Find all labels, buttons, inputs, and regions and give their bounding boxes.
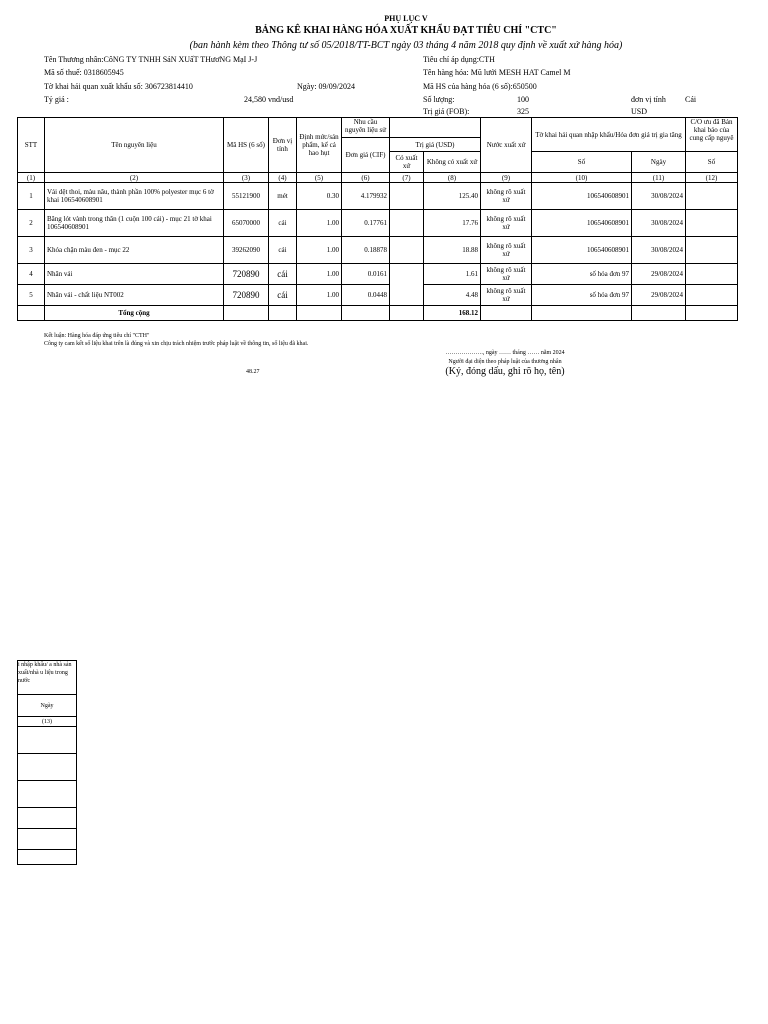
- overflow-cell: [18, 850, 77, 865]
- row-no-origin: 1.61: [424, 264, 481, 285]
- materials-table: [17, 117, 738, 321]
- header-material: Tên nguyên liệu: [45, 118, 224, 173]
- total-blank: [224, 306, 269, 321]
- total-blank: [269, 306, 297, 321]
- row-country: không rõ xuất xứ: [481, 210, 532, 237]
- conclusion: Kết luận: Hàng hóa đáp ứng tiêu chí "CTH": [44, 333, 150, 339]
- document-title: BẢNG KÊ KHAI HÀNG HÓA XUẤT KHẨU ĐẠT TIÊU CHÍ "CTC": [255, 25, 557, 36]
- row-doc-no: 106540608901: [532, 237, 632, 264]
- signature-instruction: (Ký, đóng dấu, ghi rõ họ, tên): [445, 366, 565, 377]
- representative-label: Người đại diện theo pháp luật của thương nhân: [448, 359, 562, 365]
- row-with-origin: [390, 237, 424, 264]
- row-material: Khóa chặn màu đen - mục 22: [45, 237, 224, 264]
- colnum: (4): [269, 173, 297, 183]
- quantity-label: Số lượng:: [423, 95, 455, 104]
- total-blank: [686, 306, 738, 321]
- header-norm: Định mức/sản phẩm, kể cả hao hụt: [297, 118, 342, 173]
- header-value-usd: Trị giá (USD): [390, 138, 481, 152]
- total-blank: [390, 306, 424, 321]
- criteria: Tiêu chí áp dụng:CTH: [423, 55, 495, 64]
- total-blank: [481, 306, 532, 321]
- row-co-no: [686, 210, 738, 237]
- header-unit: Đơn vị tính: [269, 118, 297, 173]
- colnum: (7): [390, 173, 424, 183]
- header-import-decl: Tờ khai hải quan nhập khẩu/Hóa đơn giá trị gia tăng: [532, 118, 686, 152]
- goods-name: Tên hàng hóa: Mũ lưới MESH HAT Camel M: [423, 68, 571, 77]
- row-co-no: [686, 237, 738, 264]
- row-norm: 0.30: [297, 183, 342, 210]
- row-with-origin: [390, 183, 424, 210]
- header-doc-date: Ngày: [632, 152, 686, 173]
- row-country: không rõ xuất xứ: [481, 264, 532, 285]
- header-country: Nước xuất xứ: [481, 118, 532, 173]
- row-unit: cái: [269, 237, 297, 264]
- row-doc-no: 106540608901: [532, 183, 632, 210]
- row-material: Vải dệt thoi, màu nâu, thành phần 100% polyester mục 6 tờ khai 106540608901: [45, 183, 224, 210]
- header-blank: [390, 118, 481, 138]
- header-unit-price: Đơn giá (CIF): [342, 138, 390, 173]
- document-subtitle: (ban hành kèm theo Thông tư số 05/2018/TT-BCT ngày 03 tháng 4 năm 2018 quy định về xuất xứ hàng hóa): [189, 40, 623, 51]
- row-stt: 5: [18, 285, 45, 306]
- row-co-no: [686, 264, 738, 285]
- colnum: (6): [342, 173, 390, 183]
- exchange-rate-value: 24,580 vnd/usd: [244, 95, 294, 104]
- row-hs: 65070000: [224, 210, 269, 237]
- row-unit: cái: [269, 264, 297, 285]
- colnum: (10): [532, 173, 632, 183]
- table-row: [18, 183, 738, 210]
- total-blank: [18, 306, 45, 321]
- header-hs: Mã HS (6 số): [224, 118, 269, 173]
- quantity-value: 100: [517, 95, 529, 104]
- colnum: (3): [224, 173, 269, 183]
- declaration-date: Ngày: 09/09/2024: [297, 82, 355, 91]
- header-stt: STT: [18, 118, 45, 173]
- column-number-row: [18, 173, 738, 183]
- overflow-cell: [18, 781, 77, 808]
- colnum: (9): [481, 173, 532, 183]
- row-no-origin: 17.76: [424, 210, 481, 237]
- row-price: 0.0448: [342, 285, 390, 306]
- row-no-origin: 125.40: [424, 183, 481, 210]
- row-co-no: [686, 285, 738, 306]
- row-no-origin: 18.88: [424, 237, 481, 264]
- row-doc-no: số hóa đơn 97: [532, 264, 632, 285]
- overflow-cell: [18, 808, 77, 829]
- row-doc-date: 29/08/2024: [632, 264, 686, 285]
- colnum: (11): [632, 173, 686, 183]
- row-hs: 55121900: [224, 183, 269, 210]
- row-co-no: [686, 183, 738, 210]
- row-doc-date: 30/08/2024: [632, 183, 686, 210]
- total-row: [18, 306, 738, 321]
- row-price: 0.18878: [342, 237, 390, 264]
- overflow-colnum: (13): [18, 717, 77, 727]
- row-unit: mét: [269, 183, 297, 210]
- exchange-rate-label: Tỷ giá :: [44, 95, 69, 104]
- overflow-cell: [18, 829, 77, 850]
- overflow-header: i nhập khẩu/ a nhà sản xuất/nhà u liệu trong nước: [18, 661, 77, 695]
- row-with-origin: [390, 264, 424, 306]
- row-price: 0.17761: [342, 210, 390, 237]
- row-no-origin: 4.48: [424, 285, 481, 306]
- row-hs: 39262090: [224, 237, 269, 264]
- colnum: (8): [424, 173, 481, 183]
- row-price: 0.0161: [342, 264, 390, 285]
- row-unit: cái: [269, 285, 297, 306]
- fob-label: Trị giá (FOB):: [423, 107, 470, 116]
- table-row: [18, 264, 738, 285]
- row-material: Nhãn vải - chất liệu NT002: [45, 285, 224, 306]
- header-no-origin: Không có xuất xứ: [424, 152, 481, 173]
- row-unit: cái: [269, 210, 297, 237]
- table-row: [18, 210, 738, 237]
- unit-value: Cái: [685, 95, 697, 104]
- row-country: không rõ xuất xứ: [481, 183, 532, 210]
- goods-hs-code: Mã HS của hàng hóa (6 số):650500: [423, 82, 537, 91]
- table-row: [18, 237, 738, 264]
- total-blank: [532, 306, 632, 321]
- total-value: 168.12: [424, 306, 481, 321]
- date-line: ………………., ngày …… tháng …… năm 2024: [445, 350, 565, 356]
- row-stt: 1: [18, 183, 45, 210]
- fob-value: 325: [517, 107, 529, 116]
- colnum: (2): [45, 173, 224, 183]
- row-stt: 3: [18, 237, 45, 264]
- row-norm: 1.00: [297, 264, 342, 285]
- total-blank: [297, 306, 342, 321]
- total-label: Tổng cộng: [45, 306, 224, 321]
- row-with-origin: [390, 210, 424, 237]
- overflow-column-table: [17, 660, 77, 865]
- row-hs: 720890: [224, 264, 269, 285]
- row-country: không rõ xuất xứ: [481, 237, 532, 264]
- row-norm: 1.00: [297, 210, 342, 237]
- row-doc-no: 106540608901: [532, 210, 632, 237]
- header-doc-no: Số: [532, 152, 632, 173]
- row-material: Nhãn vải: [45, 264, 224, 285]
- row-country: không rõ xuất xứ: [481, 285, 532, 306]
- row-price: 4.179932: [342, 183, 390, 210]
- fob-currency: USD: [631, 107, 648, 116]
- table-row: [18, 285, 738, 306]
- row-stt: 2: [18, 210, 45, 237]
- row-norm: 1.00: [297, 237, 342, 264]
- row-doc-date: 30/08/2024: [632, 210, 686, 237]
- row-doc-date: 30/08/2024: [632, 237, 686, 264]
- colnum: (12): [686, 173, 738, 183]
- row-hs: 720890: [224, 285, 269, 306]
- header-with-origin: Có xuất xứ: [390, 152, 424, 173]
- header-co: C/O ưu đã Bản khai báo của cung cấp nguyê: [686, 118, 738, 152]
- footer-number: 48.27: [246, 369, 260, 375]
- row-stt: 4: [18, 264, 45, 285]
- row-norm: 1.00: [297, 285, 342, 306]
- header-need: Nhu cầu nguyên liệu sử: [342, 118, 390, 138]
- appendix-label: PHỤ LỤC V: [384, 14, 428, 23]
- overflow-date-header: Ngày: [18, 695, 77, 717]
- merchant-name: Tên Thương nhân:CôNG TY TNHH SảN XUấT THươNG MạI J-J: [44, 55, 258, 64]
- colnum: (5): [297, 173, 342, 183]
- commitment: Công ty cam kết số liệu khai trên là đúng và xin chịu trách nhiệm trước pháp luật về thông tin, số liệu đã khai.: [44, 341, 309, 347]
- total-blank: [342, 306, 390, 321]
- row-doc-date: 29/08/2024: [632, 285, 686, 306]
- header-co-no: Số: [686, 152, 738, 173]
- tax-code: Mã số thuế: 0318605945: [44, 68, 124, 77]
- row-doc-no: số hóa đơn 97: [532, 285, 632, 306]
- export-declaration: Tờ khai hải quan xuất khẩu số: 306723814410: [44, 82, 193, 91]
- total-blank: [632, 306, 686, 321]
- unit-label: đơn vị tính: [631, 95, 666, 104]
- row-material: Băng lót vành trong thân (1 cuộn 100 cái) - mục 21 tờ khai 106540608901: [45, 210, 224, 237]
- overflow-cell: [18, 727, 77, 754]
- overflow-cell: [18, 754, 77, 781]
- colnum: (1): [18, 173, 45, 183]
